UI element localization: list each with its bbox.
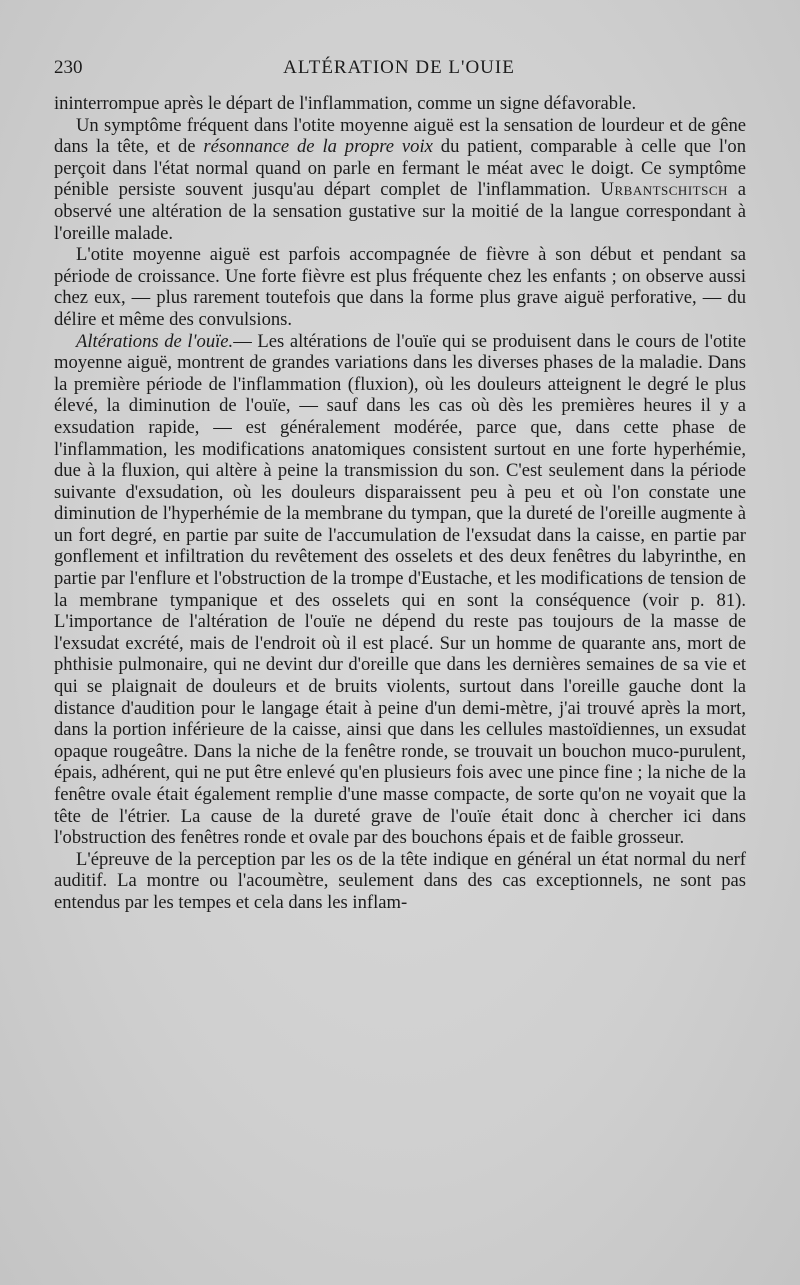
author-name: Urbantschitsch: [600, 179, 728, 201]
paragraph-text: — Les altérations de l'ouïe qui se produisent dans le cours de l'otite moyenne aiguë, montrent de grandes variations dans les diverses phases de la maladie. Dans la première période de l'inflammation (fluxion), où les douleurs atteignent le degré le plus élevé, la diminution de l'ouïe, — sauf dans les cas où dès les premières heures il y a exsudation rapide, — est généralement modérée, parce que, dans cette phase de l'inflammation, les modifications anatomiques consistent surtout en une forte hyperhémie, due à la fluxion, qui altère à peine la transmission du son. C'est seulement dans la période suivante d'exsudation, où les douleurs disparaissent peu à peu et où l'on constate une diminution de l'hyperhémie de la membrane du tympan, que la dureté de l'oreille augmente à un fort degré, en partie par suite de l'accumulation de l'exsudat dans la caisse, en partie par gonflement et infiltration du revêtement des osselets et des deux fenêtres du labyrinthe, en partie par l'enflure et l'obstruction de la trompe d'Eustache, et les modifications de tension de la membrane tympanique et des osselets qui en sont la conséquence (voir p. 81). L'importance de l'altération de l'ouïe ne dépend du reste pas toujours de la masse de l'exsudat excrété, mais de l'endroit où il est placé. Sur un homme de quarante ans, mort de phthisie pulmonaire, qui ne devint dur d'oreille que dans les dernières semaines de sa vie et qui se plaignait de douleurs et de bruits violents, surtout dans l'oreille gauche dont la distance d'audition pour le langage était à peine d'un demi-mètre, j'ai trouvé après la mort, dans la portion inférieure de la caisse, ainsi que dans les cellules mastoïdiennes, un exsudat opaque rougeâtre. Dans la niche de la fenêtre ronde, se trouvait un bouchon muco-purulent, épais, adhérent, qui ne put être enlevé qu'en plusieurs fois avec une pince fine ; la niche de la fenêtre ovale était également remplie d'une masse compacte, de sorte qu'on ne voyait que la tête de l'étrier. La cause de la dureté grave de l'ouïe était donc à chercher ici dans l'obstruction des fenêtres ronde et ovale par des bouchons épais et de faible grosseur.: [54, 330, 746, 849]
section-heading: Altérations de l'ouïe.: [76, 330, 234, 352]
page-header: [54, 57, 744, 83]
paragraph-symptoms: [54, 115, 746, 245]
paragraph-hearing-alterations: [54, 331, 746, 849]
page-number: 230: [54, 57, 83, 78]
paragraph-text: Un symptôme fréquent dans l'otite moyenne aiguë est la sensation de lourdeur et de gêne dans la tête, et de: [54, 114, 746, 158]
running-title: ALTÉRATION DE L'OUIE: [283, 57, 515, 78]
paragraph-text: a observé une altération de la sensation gustative sur la moitié de la langue correspondant à l'oreille malade.: [54, 179, 746, 244]
paragraph-fever: L'otite moyenne aiguë est parfois accompagnée de fièvre à son début et pendant sa période de croissance. Une forte fièvre est plus fréquente chez les enfants ; on observe aussi chez eux, — plus rarement toutefois que dans la forme plus grave aiguë perforative, — du délire et même des convulsions.: [54, 244, 746, 330]
italic-phrase: résonnance de la propre voix: [203, 136, 433, 158]
paragraph-continuation: ininterrompue après le départ de l'inflammation, comme un signe défavorable.: [54, 93, 637, 114]
paragraph-bone-conduction: L'épreuve de la perception par les os de la tête indique en général un état normal du nerf auditif. La montre ou l'acoumètre, seulement dans des cas exceptionnels, ne sont pas entendus par les tempes et cela dans les inflam-: [54, 848, 746, 913]
paragraph-text: du patient, comparable à celle que l'on perçoit dans l'état normal quand on parle en fermant le méat avec le doigt. Ce symptôme pénible persiste souvent jusqu'au départ complet de l'inflammation.: [54, 136, 746, 201]
text-body: [54, 93, 746, 914]
